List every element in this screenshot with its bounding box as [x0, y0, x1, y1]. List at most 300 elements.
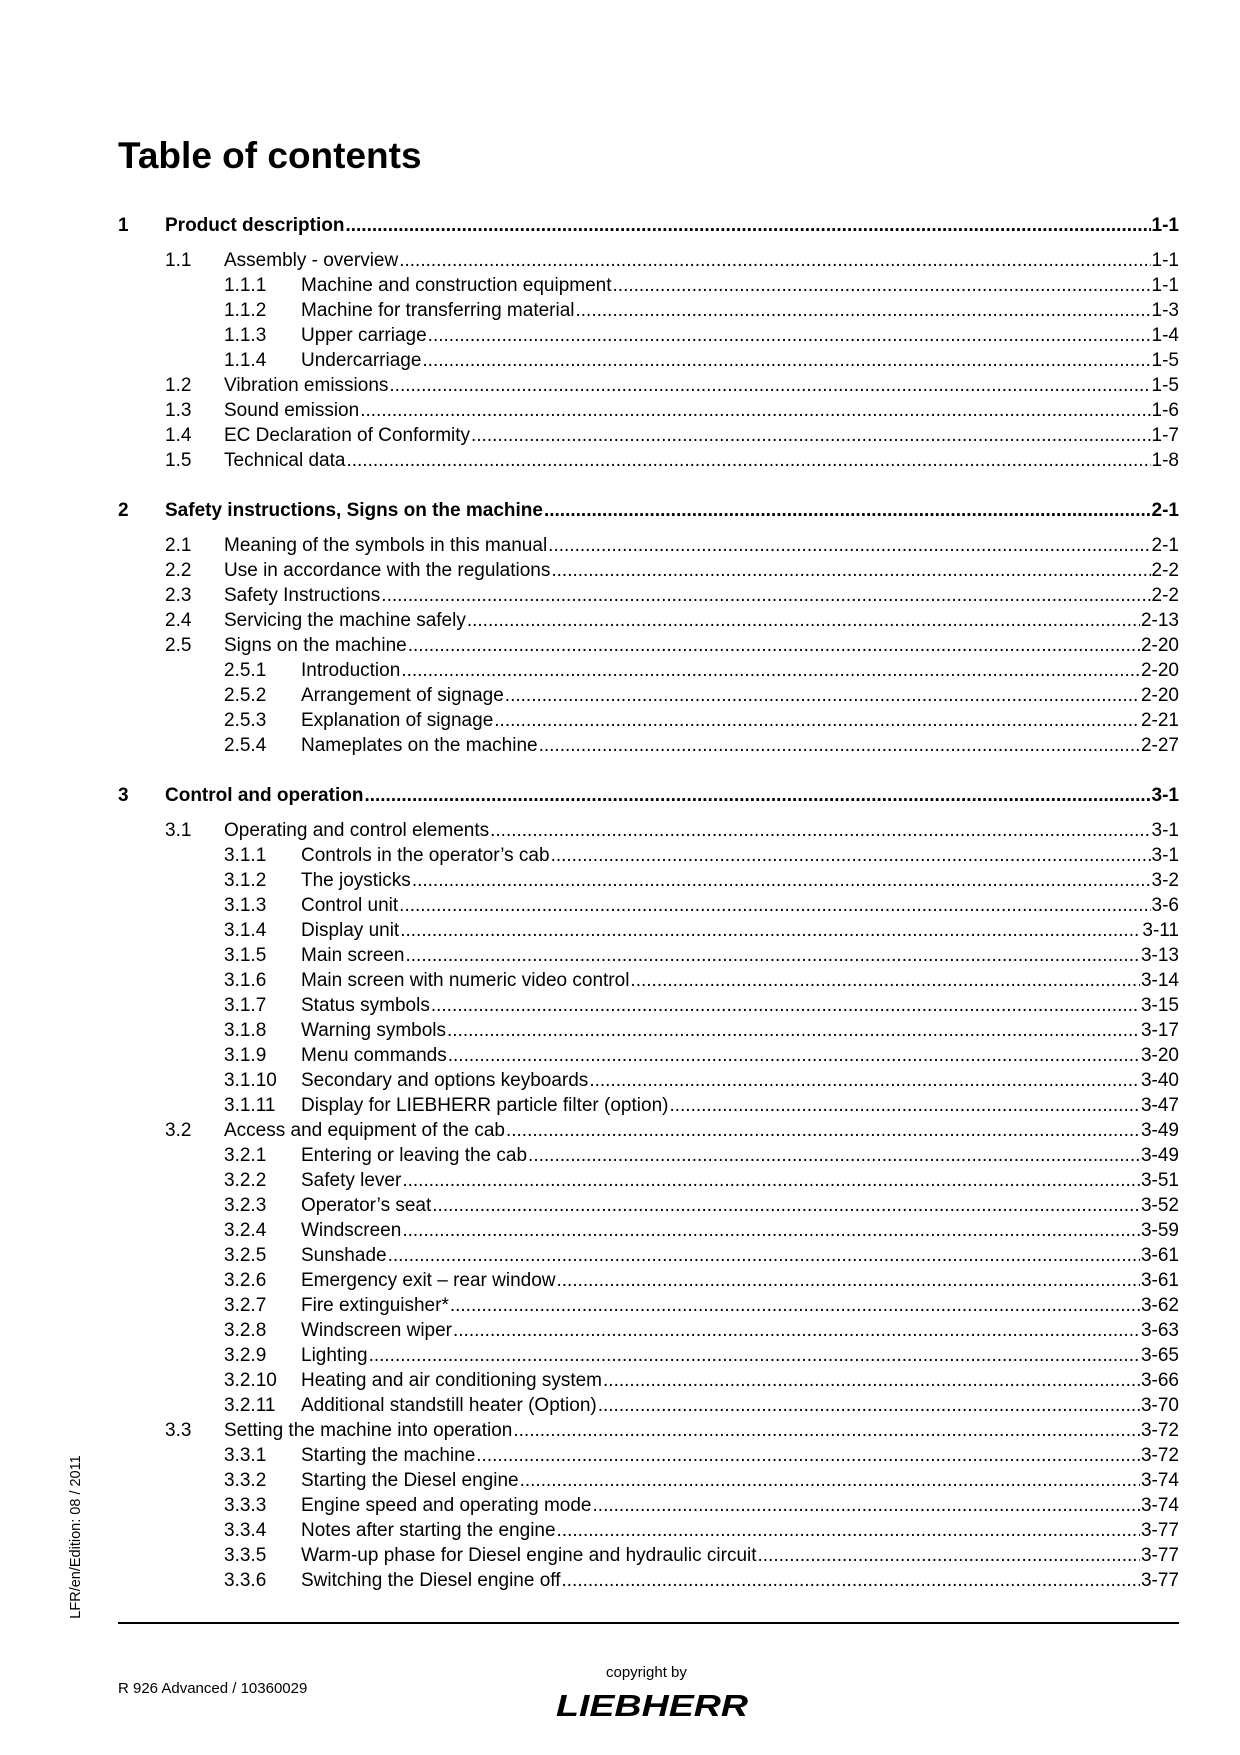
- toc-dot-leader: [467, 608, 1140, 633]
- toc-entry[interactable]: [118, 423, 1179, 448]
- toc-entry-page: 3-72: [1140, 1420, 1179, 1441]
- toc-dot-leader: [412, 868, 1151, 893]
- toc-entry-line: [301, 1493, 1179, 1518]
- toc-entry-page: 3-1: [1151, 845, 1179, 866]
- toc-entry-title: Machine for transferring material: [301, 300, 575, 321]
- toc-entry-line: [301, 868, 1179, 893]
- toc-entry-line: [301, 1543, 1179, 1568]
- toc-entry[interactable]: [118, 658, 1179, 683]
- toc-entry[interactable]: [118, 348, 1179, 373]
- toc-entry-page: 2-20: [1140, 635, 1179, 656]
- toc-entry-number: 3.2.2: [224, 1170, 267, 1191]
- toc-dot-leader: [589, 1068, 1140, 1093]
- toc-entry-page: 3-61: [1140, 1245, 1179, 1266]
- toc-entry-page: 2-2: [1151, 560, 1179, 581]
- toc-entry-number: 1.3: [165, 400, 192, 421]
- toc-dot-leader: [513, 1418, 1140, 1443]
- toc-entry-page: 3-20: [1140, 1045, 1179, 1066]
- toc-entry[interactable]: [118, 448, 1179, 473]
- toc-entry[interactable]: [118, 818, 1179, 843]
- toc-entry[interactable]: [118, 1393, 1179, 1418]
- toc-dot-leader: [402, 1218, 1140, 1243]
- toc-entry[interactable]: [118, 1468, 1179, 1493]
- toc-entry[interactable]: [118, 683, 1179, 708]
- liebherr-logo: [554, 1690, 750, 1720]
- toc-entry-page: 3-65: [1140, 1345, 1179, 1366]
- toc-entry-line: [301, 1468, 1179, 1493]
- toc-entry-page: 3-13: [1140, 945, 1179, 966]
- toc-entry[interactable]: [118, 1268, 1179, 1293]
- toc-entry-title: Undercarriage: [301, 350, 422, 371]
- toc-entry-number: 3.1: [165, 820, 192, 841]
- toc-dot-leader: [544, 498, 1151, 523]
- toc-entry-number: 2.5.1: [224, 660, 267, 681]
- toc-entry[interactable]: [118, 868, 1179, 893]
- toc-entry-page: 3-59: [1140, 1220, 1179, 1241]
- toc-entry[interactable]: [118, 1068, 1179, 1093]
- toc-entry-page: 3-40: [1140, 1070, 1179, 1091]
- toc-entry-page: 3-1: [1151, 820, 1179, 841]
- toc-entry[interactable]: [118, 708, 1179, 733]
- toc-dot-leader: [450, 1293, 1140, 1318]
- toc-dot-leader: [448, 1043, 1140, 1068]
- toc-dot-leader: [613, 273, 1151, 298]
- toc-dot-leader: [551, 843, 1151, 868]
- toc-entry-page: 2-1: [1151, 500, 1179, 521]
- toc-entry-number: 2.5: [165, 635, 192, 656]
- toc-entry-number: 3.2.6: [224, 1270, 267, 1291]
- toc-entry-title: Warning symbols: [301, 1020, 447, 1041]
- toc-entry-line: [224, 533, 1179, 558]
- toc-entry-line: [301, 708, 1179, 733]
- toc-entry-title: Entering or leaving the cab: [301, 1145, 528, 1166]
- toc-entry-line: [301, 1018, 1179, 1043]
- toc-entry-page: 1-5: [1151, 375, 1179, 396]
- toc-dot-leader: [364, 783, 1150, 808]
- toc-entry[interactable]: [118, 533, 1179, 558]
- toc-entry[interactable]: [118, 273, 1179, 298]
- toc-entry[interactable]: [118, 1018, 1179, 1043]
- toc-entry-line: [301, 1393, 1179, 1418]
- toc-dot-leader: [447, 1018, 1140, 1043]
- toc-entry-page: 3-70: [1140, 1395, 1179, 1416]
- toc-entry-line: [165, 498, 1179, 523]
- toc-dot-leader: [428, 323, 1151, 348]
- toc-entry-number: 3.3.5: [224, 1545, 267, 1566]
- toc-dot-leader: [528, 1143, 1140, 1168]
- toc-entry-number: 1.1.2: [224, 300, 267, 321]
- toc-dot-leader: [557, 1268, 1140, 1293]
- toc-entry-number: 1.5: [165, 450, 192, 471]
- toc-entry-line: [301, 1168, 1179, 1193]
- toc-entry-line: [301, 1243, 1179, 1268]
- toc-entry[interactable]: [118, 608, 1179, 633]
- toc-dot-leader: [539, 733, 1140, 758]
- toc-entry-title: Introduction: [301, 660, 401, 681]
- toc-entry-page: 3-72: [1140, 1445, 1179, 1466]
- toc-entry-number: 3.2.3: [224, 1195, 267, 1216]
- toc-dot-leader: [406, 943, 1140, 968]
- toc-entry-title: Assembly - overview: [224, 250, 399, 271]
- toc-entry-title: Use in accordance with the regulations: [224, 560, 551, 581]
- toc-entry[interactable]: [118, 1368, 1179, 1393]
- toc-entry[interactable]: [118, 893, 1179, 918]
- toc-dot-leader: [408, 633, 1140, 658]
- toc-entry[interactable]: [118, 1493, 1179, 1518]
- toc-entry-page: 1-1: [1151, 250, 1179, 271]
- toc-dot-leader: [453, 1318, 1140, 1343]
- toc-entry-title: Meaning of the symbols in this manual: [224, 535, 548, 556]
- toc-entry-line: [301, 658, 1179, 683]
- toc-entry-line: [301, 1368, 1179, 1393]
- toc-entry-line: [224, 448, 1179, 473]
- toc-entry-number: 3.1.10: [224, 1070, 277, 1091]
- toc-entry-number: 2.5.2: [224, 685, 267, 706]
- toc-entry[interactable]: [118, 943, 1179, 968]
- toc-entry-page: 3-52: [1140, 1195, 1179, 1216]
- toc-entry-number: 1.2: [165, 375, 192, 396]
- toc-entry-page: 3-49: [1140, 1120, 1179, 1141]
- toc-entry-page: 3-11: [1142, 920, 1179, 941]
- toc-dot-leader: [593, 1493, 1140, 1518]
- toc-entry[interactable]: [118, 1043, 1179, 1068]
- toc-entry-line: [301, 1068, 1179, 1093]
- toc-entry-line: [224, 608, 1179, 633]
- toc-entry-number: 3.2.11: [224, 1395, 276, 1416]
- toc-entry-title: Nameplates on the machine: [301, 735, 538, 756]
- toc-entry[interactable]: [118, 323, 1179, 348]
- toc-entry-title: Control unit: [301, 895, 399, 916]
- toc-entry-number: 3.1.7: [224, 995, 267, 1016]
- toc-entry-number: 2: [118, 500, 129, 521]
- toc-entry-number: 2.2: [165, 560, 192, 581]
- toc-dot-leader: [576, 298, 1151, 323]
- toc-entry[interactable]: [118, 1518, 1179, 1543]
- toc-entry-title: Additional standstill heater (Option): [301, 1395, 597, 1416]
- toc-entry-line: [224, 818, 1179, 843]
- toc-entry-number: 3.1.4: [224, 920, 267, 941]
- toc-entry-title: Safety instructions, Signs on the machine: [165, 500, 543, 521]
- toc-dot-leader: [399, 248, 1150, 273]
- page-title: Table of contents: [118, 135, 422, 176]
- toc-entry-number: 3.3.3: [224, 1495, 267, 1516]
- toc-entry-title: Signs on the machine: [224, 635, 407, 656]
- toc-entry-line: [224, 373, 1179, 398]
- toc-entry-title: Product description: [165, 215, 345, 236]
- toc-entry-title: Sunshade: [301, 1245, 387, 1266]
- toc-entry-number: 3.1.2: [224, 870, 267, 891]
- toc-entry-page: 2-27: [1140, 735, 1179, 756]
- toc-entry[interactable]: [118, 558, 1179, 583]
- toc-entry-number: 1.4: [165, 425, 192, 446]
- toc-entry[interactable]: [118, 968, 1179, 993]
- toc-entry-page: 2-20: [1140, 685, 1179, 706]
- toc-dot-leader: [551, 558, 1150, 583]
- toc-entry-title: Display for LIEBHERR particle filter (option): [301, 1095, 669, 1116]
- toc-entry[interactable]: [118, 918, 1179, 943]
- toc-entry-page: 3-17: [1140, 1020, 1179, 1041]
- toc-entry-number: 3.1.6: [224, 970, 267, 991]
- toc-entry-line: [224, 633, 1179, 658]
- toc-entry-line: [301, 1093, 1179, 1118]
- toc-entry-number: 1.1.1: [224, 275, 267, 296]
- toc-entry-title: Control and operation: [165, 785, 364, 806]
- toc-entry[interactable]: [118, 1293, 1179, 1318]
- toc-entry-title: Windscreen wiper: [301, 1320, 452, 1341]
- toc-dot-leader: [422, 348, 1150, 373]
- toc-entry-line: [224, 1418, 1179, 1443]
- toc-entry-line: [301, 1293, 1179, 1318]
- toc-entry-title: Explanation of signage: [301, 710, 494, 731]
- toc-dot-leader: [471, 423, 1150, 448]
- toc-entry[interactable]: [118, 1243, 1179, 1268]
- toc-entry-line: [301, 1193, 1179, 1218]
- toc-entry-page: 2-2: [1151, 585, 1179, 606]
- toc-entry-line: [224, 398, 1179, 423]
- toc-entry[interactable]: [118, 1318, 1179, 1343]
- toc-entry-number: 3.2.10: [224, 1370, 277, 1391]
- toc-entry[interactable]: [118, 248, 1179, 273]
- toc-entry-title: Upper carriage: [301, 325, 427, 346]
- toc-entry-line: [301, 1043, 1179, 1068]
- toc-entry[interactable]: [118, 1418, 1179, 1443]
- toc-entry-line: [301, 843, 1179, 868]
- document-model: R 926 Advanced / 10360029: [118, 1680, 308, 1697]
- toc-entry-title: Emergency exit – rear window: [301, 1270, 556, 1291]
- toc-dot-leader: [345, 213, 1150, 238]
- toc-entry-number: 3.2.8: [224, 1320, 267, 1341]
- toc-entry-number: 2.3: [165, 585, 192, 606]
- toc-entry-title: Sound emission: [224, 400, 360, 421]
- toc-entry-title: Engine speed and operating mode: [301, 1495, 592, 1516]
- toc-entry-number: 3.2: [165, 1120, 192, 1141]
- toc-entry-title: Safety Instructions: [224, 585, 381, 606]
- toc-entry-line: [224, 248, 1179, 273]
- toc-entry-page: 1-5: [1151, 350, 1179, 371]
- toc-entry-page: 1-8: [1151, 450, 1179, 471]
- toc-entry-page: 1-4: [1151, 325, 1179, 346]
- toc-dot-leader: [381, 583, 1150, 608]
- toc-entry-page: 3-47: [1140, 1095, 1179, 1116]
- toc-entry-page: 3-1: [1151, 785, 1179, 806]
- toc-entry[interactable]: [118, 1218, 1179, 1243]
- toc-dot-leader: [369, 1343, 1140, 1368]
- toc-dot-leader: [389, 373, 1150, 398]
- toc-entry-page: 3-51: [1140, 1170, 1179, 1191]
- toc-entry-number: 2.5.4: [224, 735, 267, 756]
- toc-entry-title: Fire extinguisher*: [301, 1295, 449, 1316]
- toc-entry-title: Warm-up phase for Diesel engine and hydraulic circuit: [301, 1545, 757, 1566]
- toc-entry-title: Notes after starting the engine: [301, 1520, 556, 1541]
- toc-entry-title: Status symbols: [301, 995, 430, 1016]
- toc-entry-page: 1-7: [1151, 425, 1179, 446]
- toc-dot-leader: [603, 1368, 1140, 1393]
- toc-entry-page: 3-14: [1140, 970, 1179, 991]
- toc-entry-title: Machine and construction equipment: [301, 275, 612, 296]
- toc-entry-page: 1-3: [1151, 300, 1179, 321]
- toc-entry-line: [301, 1443, 1179, 1468]
- toc-dot-leader: [476, 1443, 1140, 1468]
- toc-entry-title: Display unit: [301, 920, 400, 941]
- toc-entry-number: 3.2.5: [224, 1245, 267, 1266]
- toc-entry[interactable]: [118, 1093, 1179, 1118]
- toc-entry-title: Secondary and options keyboards: [301, 1070, 589, 1091]
- toc-dot-leader: [669, 1093, 1140, 1118]
- toc-entry[interactable]: [118, 1193, 1179, 1218]
- toc-entry-page: 3-61: [1140, 1270, 1179, 1291]
- toc-dot-leader: [494, 708, 1140, 733]
- toc-entry-number: 1.1.3: [224, 325, 267, 346]
- toc-entry-line: [301, 893, 1179, 918]
- toc-dot-leader: [506, 1118, 1140, 1143]
- toc-entry-title: Operator’s seat: [301, 1195, 432, 1216]
- toc-entry-title: Heating and air conditioning system: [301, 1370, 603, 1391]
- toc-entry-page: 3-49: [1140, 1145, 1179, 1166]
- toc-entry-page: 3-77: [1140, 1545, 1179, 1566]
- toc-entry-number: 3.2.9: [224, 1345, 267, 1366]
- toc-entry-line: [301, 348, 1179, 373]
- toc-entry-line: [301, 1268, 1179, 1293]
- toc-entry-number: 3.1.5: [224, 945, 267, 966]
- toc-entry-title: The joysticks: [301, 870, 411, 891]
- toc-entry[interactable]: [118, 633, 1179, 658]
- toc-entry-page: 3-63: [1140, 1320, 1179, 1341]
- toc-entry-page: 3-74: [1140, 1495, 1179, 1516]
- toc-entry[interactable]: [118, 993, 1179, 1018]
- copyright-label: copyright by: [606, 1664, 687, 1681]
- toc-entry-title: Menu commands: [301, 1045, 447, 1066]
- toc-entry[interactable]: [118, 1343, 1179, 1368]
- toc-dot-leader: [431, 993, 1140, 1018]
- toc-entry-title: Lighting: [301, 1345, 368, 1366]
- toc-entry-line: [301, 273, 1179, 298]
- toc-entry-number: 1.1.4: [224, 350, 267, 371]
- toc-entry-line: [224, 558, 1179, 583]
- toc-entry[interactable]: [118, 843, 1179, 868]
- toc-entry-page: 1-1: [1151, 215, 1179, 236]
- toc-entry-line: [301, 993, 1179, 1018]
- toc-entry-line: [301, 298, 1179, 323]
- toc-dot-leader: [402, 1168, 1140, 1193]
- toc-entry-number: 3.3: [165, 1420, 192, 1441]
- toc-entry[interactable]: [118, 733, 1179, 758]
- toc-entry-number: 3.1.3: [224, 895, 267, 916]
- toc-entry-line: [301, 733, 1179, 758]
- toc-entry-title: EC Declaration of Conformity: [224, 425, 471, 446]
- toc-entry-line: [301, 323, 1179, 348]
- toc-entry-number: 1.1: [165, 250, 192, 271]
- toc-entry-page: 3-66: [1140, 1370, 1179, 1391]
- toc-entry-number: 3.2.1: [224, 1145, 267, 1166]
- toc-entry-title: Servicing the machine safely: [224, 610, 466, 631]
- toc-entry-line: [301, 918, 1179, 943]
- toc-entry[interactable]: [118, 1443, 1179, 1468]
- toc-entry-number: 2.1: [165, 535, 192, 556]
- toc-entry-number: 3.1.8: [224, 1020, 267, 1041]
- toc-entry-number: 3.3.1: [224, 1445, 267, 1466]
- toc-entry-line: [301, 1568, 1179, 1593]
- toc-entry-line: [165, 783, 1179, 808]
- toc-entry-page: 1-1: [1151, 275, 1179, 296]
- toc-chapter[interactable]: [118, 213, 1179, 238]
- toc-entry-page: 2-13: [1140, 610, 1179, 631]
- chapter-spacer: [118, 758, 1179, 783]
- toc-entry-title: Operating and control elements: [224, 820, 490, 841]
- toc-entry-title: Switching the Diesel engine off: [301, 1570, 561, 1591]
- toc-entry-title: Starting the Diesel engine: [301, 1470, 519, 1491]
- toc-dot-leader: [360, 398, 1150, 423]
- toc-entry-page: 3-2: [1151, 870, 1179, 891]
- toc-entry-number: 3.1.1: [224, 845, 267, 866]
- toc-entry[interactable]: [118, 1143, 1179, 1168]
- toc-entry-line: [301, 1518, 1179, 1543]
- toc-entry-title: Main screen: [301, 945, 405, 966]
- toc-entry-number: 3.3.4: [224, 1520, 267, 1541]
- toc-entry[interactable]: [118, 398, 1179, 423]
- toc-dot-leader: [520, 1468, 1140, 1493]
- toc-entry-page: 2-21: [1140, 710, 1179, 731]
- toc-entry-title: Starting the machine: [301, 1445, 476, 1466]
- toc-entry-title: Safety lever: [301, 1170, 402, 1191]
- toc-entry-line: [301, 1218, 1179, 1243]
- toc-entry-line: [301, 943, 1179, 968]
- toc-entry-title: Technical data: [224, 450, 346, 471]
- toc-entry-line: [301, 1143, 1179, 1168]
- toc-entry[interactable]: [118, 1568, 1179, 1593]
- toc-entry-number: 3.3.6: [224, 1570, 267, 1591]
- toc-entry-page: 2-20: [1140, 660, 1179, 681]
- toc-entry-number: 2.5.3: [224, 710, 267, 731]
- toc-dot-leader: [490, 818, 1150, 843]
- toc-entry-line: [301, 1318, 1179, 1343]
- toc-dot-leader: [399, 893, 1150, 918]
- toc-entry-number: 3.1.11: [224, 1095, 276, 1116]
- toc-chapter[interactable]: [118, 498, 1179, 523]
- toc-entry-number: 2.4: [165, 610, 192, 631]
- toc-entry-page: 2-1: [1151, 535, 1179, 556]
- toc-entry[interactable]: [118, 1118, 1179, 1143]
- toc-entry-number: 3.3.2: [224, 1470, 267, 1491]
- toc-entry-page: 3-77: [1140, 1570, 1179, 1591]
- toc-dot-leader: [505, 683, 1140, 708]
- toc-entry-title: Controls in the operator’s cab: [301, 845, 550, 866]
- table-of-contents: [118, 213, 1179, 1593]
- toc-entry-line: [224, 583, 1179, 608]
- toc-dot-leader: [346, 448, 1150, 473]
- toc-dot-leader: [557, 1518, 1140, 1543]
- toc-entry[interactable]: [118, 1543, 1179, 1568]
- toc-dot-leader: [388, 1243, 1140, 1268]
- toc-entry-line: [301, 968, 1179, 993]
- toc-entry-page: 1-6: [1151, 400, 1179, 421]
- toc-dot-leader: [630, 968, 1140, 993]
- toc-dot-leader: [598, 1393, 1140, 1418]
- toc-entry-title: Vibration emissions: [224, 375, 389, 396]
- toc-entry[interactable]: [118, 373, 1179, 398]
- chapter-spacer: [118, 473, 1179, 498]
- toc-entry[interactable]: [118, 298, 1179, 323]
- toc-entry-title: Windscreen: [301, 1220, 402, 1241]
- toc-dot-leader: [561, 1568, 1139, 1593]
- toc-entry-title: Setting the machine into operation: [224, 1420, 513, 1441]
- toc-entry-number: 1: [118, 215, 129, 236]
- toc-entry-number: 3: [118, 785, 129, 806]
- toc-dot-leader: [548, 533, 1150, 558]
- toc-entry[interactable]: [118, 1168, 1179, 1193]
- toc-entry-title: Arrangement of signage: [301, 685, 504, 706]
- toc-entry[interactable]: [118, 583, 1179, 608]
- toc-chapter[interactable]: [118, 783, 1179, 808]
